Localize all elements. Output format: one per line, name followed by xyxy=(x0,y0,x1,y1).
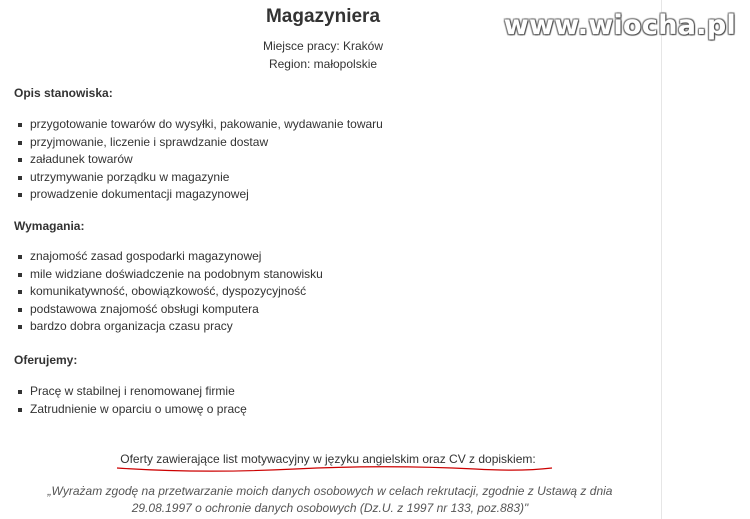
section-title-description: Opis stanowiska: xyxy=(14,86,113,100)
consent-clause xyxy=(30,483,630,517)
list-item: przyjmowanie, liczenie i sprawdzanie dostaw xyxy=(18,134,383,152)
consent-line: 29.08.1997 o ochronie danych osobowych (Dz.U. z 1997 nr 133, poz.883)" xyxy=(131,501,529,515)
job-region: Region: małopolskie xyxy=(268,57,378,71)
list-item: utrzymywanie porządku w magazynie xyxy=(18,169,383,187)
requirements-list xyxy=(18,248,323,336)
list-item: komunikatywność, obowiązkowość, dyspozycyjność xyxy=(18,283,323,301)
site-watermark: www.wiocha.pl xyxy=(503,10,736,41)
list-item: znajomość zasad gospodarki magazynowej xyxy=(18,248,323,266)
offer-list xyxy=(18,383,247,418)
list-item: przygotowanie towarów do wysyłki, pakowanie, wydawanie towaru xyxy=(18,116,383,134)
list-item: prowadzenie dokumentacji magazynowej xyxy=(18,186,383,204)
list-item: mile widziane doświadczenie na podobnym stanowisku xyxy=(18,266,323,284)
section-title-offer: Oferujemy: xyxy=(14,353,78,367)
section-title-requirements: Wymagania: xyxy=(14,219,85,233)
list-item: Pracę w stabilnej i renomowanej firmie xyxy=(18,383,247,401)
description-list xyxy=(18,116,383,204)
offers-note: Oferty zawierające list motywacyjny w języku angielskim oraz CV z dopiskiem: xyxy=(120,452,536,466)
job-title: Magazyniera xyxy=(265,6,381,27)
list-item: Zatrudnienie w oparciu o umowę o pracę xyxy=(18,401,247,419)
list-item: podstawowa znajomość obsługi komputera xyxy=(18,301,323,319)
list-item: załadunek towarów xyxy=(18,151,383,169)
job-location: Miejsce pracy: Kraków xyxy=(262,39,384,53)
column-divider xyxy=(661,0,662,519)
consent-line: „Wyrażam zgodę na przetwarzanie moich danych osobowych w celach rekrutacji, zgodnie z Ustawą z dnia xyxy=(47,484,613,498)
list-item: bardzo dobra organizacja czasu pracy xyxy=(18,318,323,336)
red-underline-squiggle xyxy=(115,463,555,473)
